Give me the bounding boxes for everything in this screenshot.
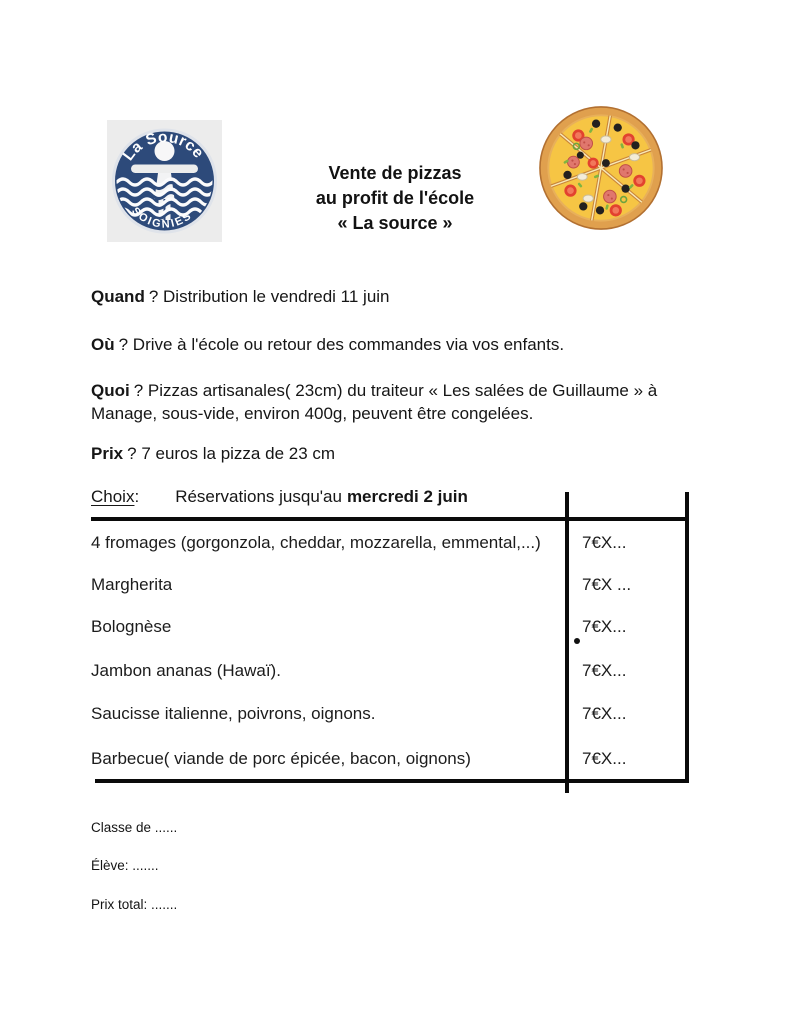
quand-text: ? Distribution le vendredi 11 juin — [148, 287, 390, 306]
title-line-2: au profit de l'école — [315, 188, 475, 208]
quoi-text-line1: ? Pizzas artisanales( 23cm) du traiteur « Les salées de Guillaume » à — [133, 381, 658, 400]
ou-line — [91, 335, 564, 355]
table-bottom-border — [95, 779, 689, 783]
quoi-label: Quoi — [91, 381, 130, 400]
choix-text: Réservations jusqu'au — [175, 487, 342, 506]
ou-label: Où — [91, 335, 115, 354]
quoi-line — [91, 379, 703, 425]
quand-label: Quand — [91, 287, 145, 306]
ou-text: ? Drive à l'école ou retour des commandes via vos enfants. — [118, 335, 565, 354]
page-title — [250, 161, 540, 236]
pizza-name: Margherita — [91, 575, 173, 594]
quand-line — [91, 287, 390, 307]
title-line-3: « La source » — [337, 213, 453, 233]
prix-text: ? 7 euros la pizza de 23 cm — [127, 444, 336, 463]
classe-field: Classe de ...... — [91, 820, 178, 835]
prix-line — [91, 444, 335, 464]
logo-arc-bottom-text: SOIGNIES — [129, 205, 195, 231]
table-column-divider — [565, 492, 569, 793]
quoi-text-line2: Manage, sous-vide, environ 400g, peuvent être congelées. — [91, 404, 534, 423]
pizza-price: 7€X... — [582, 661, 627, 680]
logo-arc-top-text: La Source — [119, 128, 208, 165]
prix-total-field: Prix total: ....... — [91, 897, 178, 912]
title-line-1: Vente de pizzas — [328, 163, 462, 183]
choix-deadline: mercredi 2 juin — [346, 487, 468, 506]
pizza-name: Barbecue( viande de porc épicée, bacon, oignons) — [91, 749, 471, 768]
choix-line — [91, 487, 468, 507]
pizza-name: Bolognèse — [91, 617, 172, 636]
school-logo — [107, 120, 222, 242]
choix-colon: : — [134, 487, 140, 506]
pizza-price: 7€X... — [582, 533, 627, 552]
table-right-border — [685, 492, 689, 783]
pizza-price: 7€X... — [582, 704, 627, 723]
pizza-name: Jambon ananas (Hawaï). — [91, 661, 281, 680]
table-top-border — [91, 517, 689, 521]
pizza-illustration-icon — [537, 98, 665, 238]
pizza-name: Saucisse italienne, poivrons, oignons. — [91, 704, 376, 723]
stray-ink-dot — [574, 638, 580, 644]
prix-label: Prix — [91, 444, 124, 463]
pizza-price: 7€X... — [582, 749, 627, 768]
pizza-name: 4 fromages (gorgonzola, cheddar, mozzarella, emmental,...) — [91, 533, 541, 552]
la-source-logo-icon — [107, 120, 222, 242]
pizza-price: 7€X ... — [582, 575, 632, 594]
pizza-icon — [537, 98, 665, 238]
pizza-price: 7€X... — [582, 617, 627, 636]
eleve-field: Élève: ....... — [91, 858, 159, 873]
choix-label: Choix — [91, 487, 135, 506]
